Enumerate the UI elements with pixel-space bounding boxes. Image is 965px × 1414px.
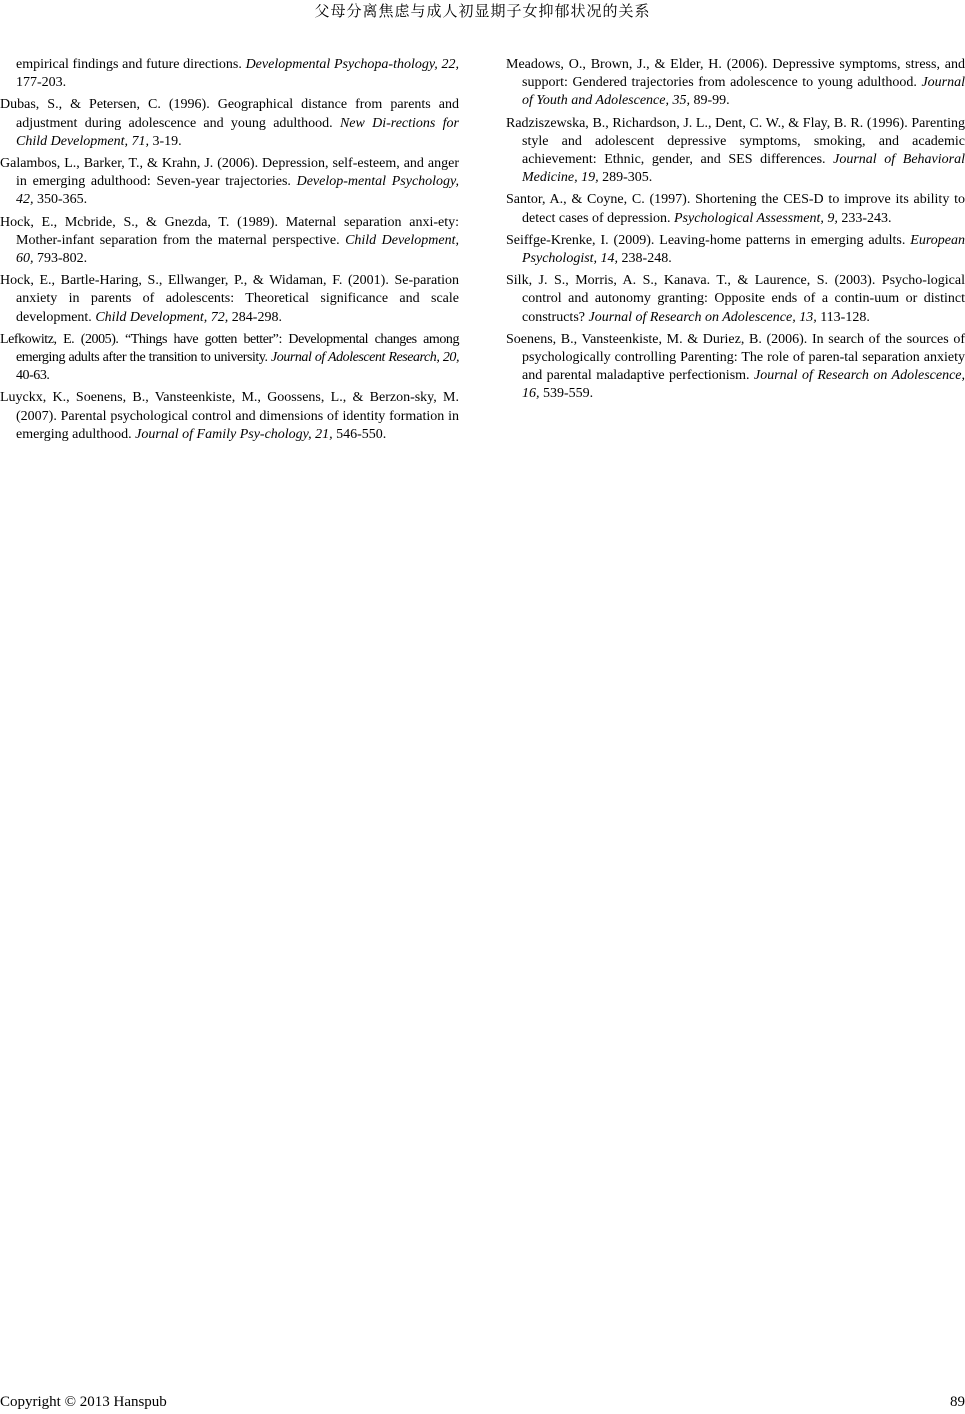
references-left-column [0, 56, 459, 448]
running-header: 父母分离焦虑与成人初显期子女抑郁状况的关系 [314, 2, 651, 20]
reference-entry: Silk, J. S., Morris, A. S., Kanava. T., & Laurence, S. (2003). Psycho-logical control and autonomy granting: Opposite ends of a contin-uum or distinct constructs? Journal of Research on Adolescence, 13, 113-128. [506, 273, 965, 325]
reference-entry: Hock, E., Bartle-Haring, S., Ellwanger, P., & Widaman, F. (2001). Se-paration anxiety in parents of adolescents: Theoretical significance and scale development. Child Development, 72, 284-298. [0, 273, 459, 325]
reference-entry: Luyckx, K., Soenens, B., Vansteenkiste, M., Goossens, L., & Berzon-sky, M. (2007). Parental psychological control and dimensions of identity formation in emerging adulthood. Journal of Family Psy-chology, 21, 546-550. [0, 390, 459, 442]
reference-entry: Santor, A., & Coyne, C. (1997). Shortening the CES-D to improve its ability to detect cases of depression. Psychological Assessment, 9, 233-243. [506, 192, 965, 226]
reference-entry: Galambos, L., Barker, T., & Krahn, J. (2006). Depression, self-esteem, and anger in emerging adulthood: Seven-year trajectories. Develop-mental Psychology, 42, 350-365. [0, 156, 459, 208]
reference-entry: Lefkowitz, E. (2005). “Things have gotten better”: Developmental changes among emerging adults after the transition to university. Journal of Adolescent Research, 20, 40-63. [0, 331, 459, 384]
reference-entry: Hock, E., Mcbride, S., & Gnezda, T. (1989). Maternal separation anxi-ety: Mother-infant separation from the maternal perspective. Child Development, 60, 793-802. [0, 214, 459, 267]
reference-entry: Radziszewska, B., Richardson, J. L., Dent, C. W., & Flay, B. R. (1996). Parenting style and adolescent depressive symptoms, smoking, and academic achievement: Ethnic, gender, and SES differences. Journal of Behavioral Medicine, 19, 289-305. [506, 115, 965, 186]
reference-entry: Dubas, S., & Petersen, C. (1996). Geographical distance from parents and adjustment during adolescence and young adulthood. New Di-rections for Child Development, 71, 3-19. [0, 97, 459, 149]
page-number: 89 [950, 1394, 965, 1410]
references-right-column [506, 56, 965, 408]
reference-entry: Seiffge-Krenke, I. (2009). Leaving-home patterns in emerging adults. European Psychologist, 14, 238-248. [506, 232, 965, 267]
reference-entry: Meadows, O., Brown, J., & Elder, H. (2006). Depressive symptoms, stress, and support: Gendered trajectories from adolescence to young adulthood. Journal of Youth and Adolescence, 35, 89-99. [506, 57, 965, 109]
reference-entry: Soenens, B., Vansteenkiste, M. & Duriez, B. (2006). In search of the sources of psychologically controlling Parenting: The role of paren-tal separation anxiety and parental maladaptive perfectionism. Journal of Research on Adolescence, 16, 539-559. [506, 331, 965, 402]
copyright-notice: Copyright © 2013 Hanspub [0, 1394, 167, 1410]
reference-entry: empirical findings and future directions. Developmental Psychopa-thology, 22, 177-203. [16, 57, 459, 91]
